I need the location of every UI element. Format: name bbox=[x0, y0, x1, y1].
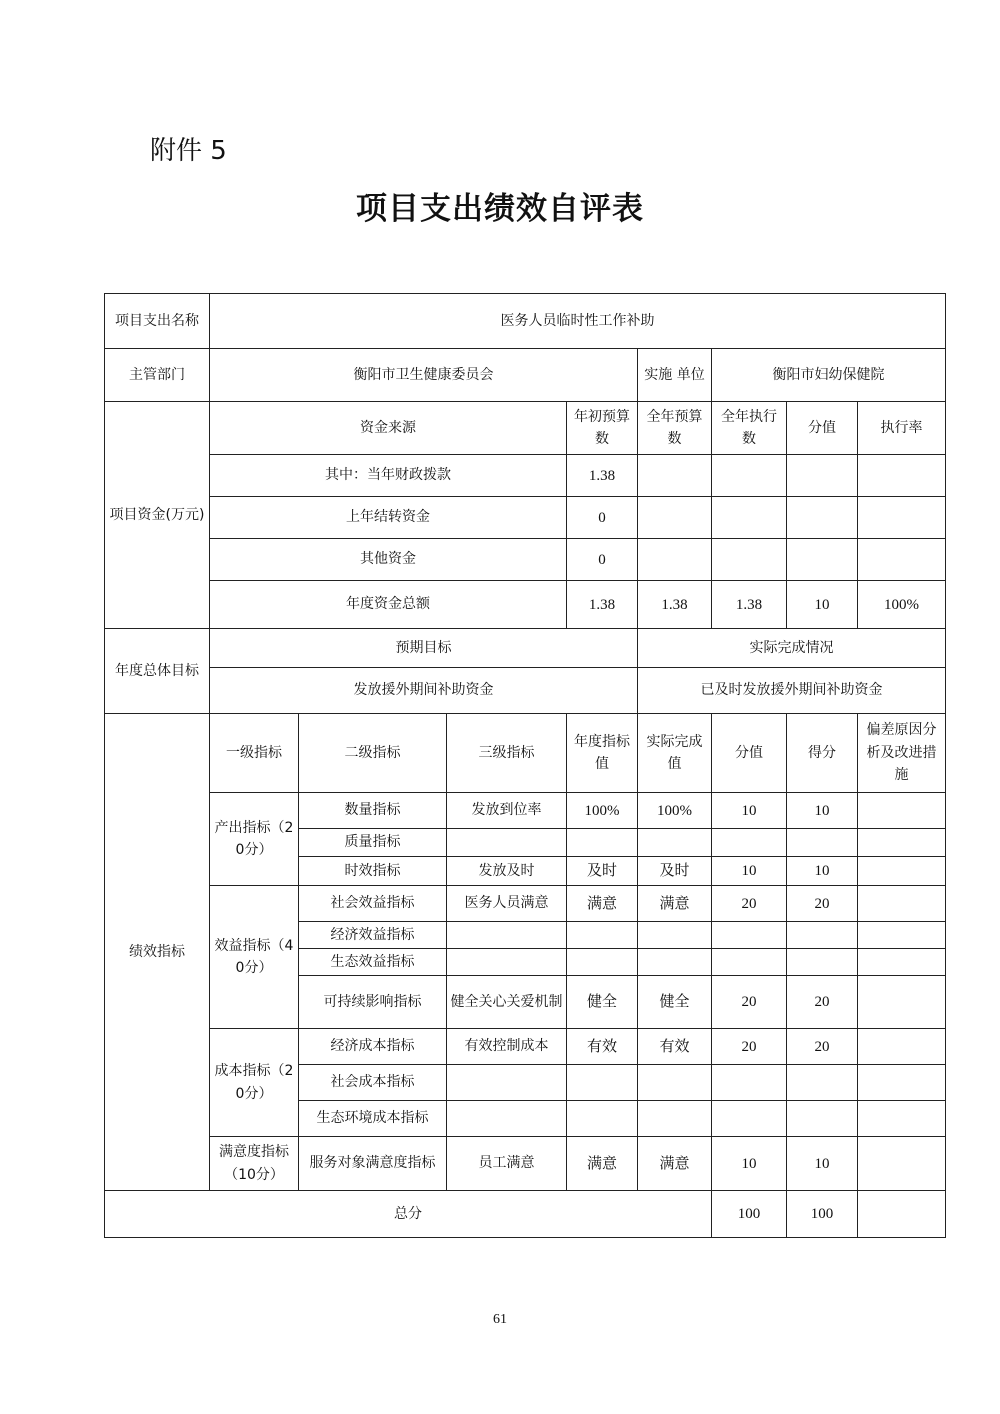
score-value: 10 bbox=[712, 1137, 787, 1191]
level1-indicator: 满意度指标（10分） bbox=[210, 1137, 299, 1191]
indicators-header: 分值 bbox=[712, 714, 787, 793]
funds-header-score-value: 分值 bbox=[787, 402, 858, 455]
deviation-note bbox=[858, 976, 946, 1029]
score: 10 bbox=[787, 857, 858, 886]
funds-header-executed: 全年执行数 bbox=[712, 402, 787, 455]
level3-indicator bbox=[447, 949, 567, 976]
funds-source: 其中：当年财政拨款 bbox=[210, 455, 567, 497]
target-value: 满意 bbox=[567, 886, 638, 922]
target-value bbox=[567, 829, 638, 857]
level1-indicator: 产出指标（20分） bbox=[210, 793, 299, 886]
level3-indicator bbox=[447, 1101, 567, 1137]
target-value bbox=[567, 922, 638, 949]
score-value bbox=[712, 922, 787, 949]
funds-initial: 1.38 bbox=[567, 581, 638, 629]
level2-indicator: 质量指标 bbox=[299, 829, 447, 857]
indicators-header: 二级指标 bbox=[299, 714, 447, 793]
funds-executed: 1.38 bbox=[712, 581, 787, 629]
level3-indicator: 发放到位率 bbox=[447, 793, 567, 829]
total-score: 100 bbox=[787, 1191, 858, 1238]
performance-table bbox=[104, 293, 946, 1238]
funds-source: 其他资金 bbox=[210, 539, 567, 581]
total-row bbox=[105, 1191, 946, 1238]
funds-rate bbox=[858, 455, 946, 497]
score-value bbox=[712, 1065, 787, 1101]
target-value bbox=[567, 1065, 638, 1101]
score: 10 bbox=[787, 1137, 858, 1191]
goals-header-row bbox=[105, 629, 946, 668]
level2-indicator: 经济效益指标 bbox=[299, 922, 447, 949]
actual-value: 有效 bbox=[638, 1029, 712, 1065]
funds-score-value bbox=[787, 497, 858, 539]
score: 20 bbox=[787, 976, 858, 1029]
funds-budget bbox=[638, 497, 712, 539]
funds-score-value bbox=[787, 455, 858, 497]
attachment-label: 附件 5 bbox=[150, 136, 227, 166]
level1-indicator: 成本指标（20分） bbox=[210, 1029, 299, 1137]
target-value bbox=[567, 949, 638, 976]
indicators-header-row bbox=[105, 714, 946, 793]
department-row bbox=[105, 349, 946, 402]
funds-row bbox=[105, 455, 946, 497]
funds-executed bbox=[712, 539, 787, 581]
level2-indicator: 经济成本指标 bbox=[299, 1029, 447, 1065]
deviation-note bbox=[858, 857, 946, 886]
level3-indicator: 发放及时 bbox=[447, 857, 567, 886]
funds-header-rate: 执行率 bbox=[858, 402, 946, 455]
level3-indicator bbox=[447, 1065, 567, 1101]
level2-indicator: 生态效益指标 bbox=[299, 949, 447, 976]
indicator-row bbox=[105, 1137, 946, 1191]
score-value bbox=[712, 1101, 787, 1137]
target-value: 100% bbox=[567, 793, 638, 829]
indicators-header: 年度指标值 bbox=[567, 714, 638, 793]
total-note bbox=[858, 1191, 946, 1238]
funds-initial: 1.38 bbox=[567, 455, 638, 497]
department-value: 衡阳市卫生健康委员会 bbox=[210, 349, 638, 402]
funds-score-value bbox=[787, 539, 858, 581]
deviation-note bbox=[858, 1065, 946, 1101]
deviation-note bbox=[858, 793, 946, 829]
level3-indicator bbox=[447, 829, 567, 857]
target-value: 及时 bbox=[567, 857, 638, 886]
goals-expected-header: 预期目标 bbox=[210, 629, 638, 668]
score-value: 20 bbox=[712, 1029, 787, 1065]
score-value bbox=[712, 949, 787, 976]
page-number: 61 bbox=[493, 1312, 507, 1327]
deviation-note bbox=[858, 829, 946, 857]
indicators-header: 得分 bbox=[787, 714, 858, 793]
deviation-note bbox=[858, 922, 946, 949]
funds-initial: 0 bbox=[567, 497, 638, 539]
indicators-header: 实际完成值 bbox=[638, 714, 712, 793]
actual-value: 100% bbox=[638, 793, 712, 829]
indicators-header: 三级指标 bbox=[447, 714, 567, 793]
total-label: 总分 bbox=[105, 1191, 712, 1238]
funds-executed bbox=[712, 497, 787, 539]
funds-budget bbox=[638, 539, 712, 581]
actual-value: 健全 bbox=[638, 976, 712, 1029]
level2-indicator: 可持续影响指标 bbox=[299, 976, 447, 1029]
target-value: 满意 bbox=[567, 1137, 638, 1191]
goals-expected: 发放援外期间补助资金 bbox=[210, 668, 638, 714]
project-name-row bbox=[105, 294, 946, 349]
goals-label: 年度总体目标 bbox=[105, 629, 210, 714]
goals-actual: 已及时发放援外期间补助资金 bbox=[638, 668, 946, 714]
indicators-header: 一级指标 bbox=[210, 714, 299, 793]
level2-indicator: 服务对象满意度指标 bbox=[299, 1137, 447, 1191]
indicators-header: 偏差原因分析及改进措施 bbox=[858, 714, 946, 793]
actual-value bbox=[638, 1065, 712, 1101]
funds-budget: 1.38 bbox=[638, 581, 712, 629]
implementing-unit-value: 衡阳市妇幼保健院 bbox=[712, 349, 946, 402]
level3-indicator: 医务人员满意 bbox=[447, 886, 567, 922]
funds-initial: 0 bbox=[567, 539, 638, 581]
funds-source: 上年结转资金 bbox=[210, 497, 567, 539]
funds-total-row bbox=[105, 581, 946, 629]
level2-indicator: 社会成本指标 bbox=[299, 1065, 447, 1101]
actual-value bbox=[638, 949, 712, 976]
implementing-unit-label: 实施 单位 bbox=[638, 349, 712, 402]
goals-row bbox=[105, 668, 946, 714]
score: 20 bbox=[787, 886, 858, 922]
score-value: 10 bbox=[712, 793, 787, 829]
score: 20 bbox=[787, 1029, 858, 1065]
document-title: 项目支出绩效自评表 bbox=[356, 191, 644, 227]
target-value: 健全 bbox=[567, 976, 638, 1029]
level1-indicator: 效益指标（40分） bbox=[210, 886, 299, 1029]
score bbox=[787, 1065, 858, 1101]
project-name-label: 项目支出名称 bbox=[105, 294, 210, 349]
funds-budget bbox=[638, 455, 712, 497]
level3-indicator: 有效控制成本 bbox=[447, 1029, 567, 1065]
funds-header-budget: 全年预算数 bbox=[638, 402, 712, 455]
funds-rate bbox=[858, 497, 946, 539]
level2-indicator: 数量指标 bbox=[299, 793, 447, 829]
target-value bbox=[567, 1101, 638, 1137]
funds-executed bbox=[712, 455, 787, 497]
score bbox=[787, 949, 858, 976]
funds-row bbox=[105, 539, 946, 581]
level2-indicator: 生态环境成本指标 bbox=[299, 1101, 447, 1137]
funds-rate: 100% bbox=[858, 581, 946, 629]
level3-indicator bbox=[447, 922, 567, 949]
score bbox=[787, 1101, 858, 1137]
level3-indicator: 健全关心关爱机制 bbox=[447, 976, 567, 1029]
score bbox=[787, 922, 858, 949]
score-value: 20 bbox=[712, 886, 787, 922]
deviation-note bbox=[858, 886, 946, 922]
actual-value: 满意 bbox=[638, 1137, 712, 1191]
actual-value bbox=[638, 829, 712, 857]
deviation-note bbox=[858, 1101, 946, 1137]
funds-label: 项目资金(万元) bbox=[105, 402, 210, 629]
score: 10 bbox=[787, 793, 858, 829]
indicators-label: 绩效指标 bbox=[105, 714, 210, 1191]
department-label: 主管部门 bbox=[105, 349, 210, 402]
total-value: 100 bbox=[712, 1191, 787, 1238]
score bbox=[787, 829, 858, 857]
funds-header-row bbox=[105, 402, 946, 455]
actual-value: 满意 bbox=[638, 886, 712, 922]
level2-indicator: 时效指标 bbox=[299, 857, 447, 886]
actual-value bbox=[638, 1101, 712, 1137]
indicator-row bbox=[105, 1029, 946, 1065]
deviation-note bbox=[858, 1137, 946, 1191]
funds-header-source: 资金来源 bbox=[210, 402, 567, 455]
funds-row bbox=[105, 497, 946, 539]
goals-actual-header: 实际完成情况 bbox=[638, 629, 946, 668]
indicator-row bbox=[105, 793, 946, 829]
funds-source: 年度资金总额 bbox=[210, 581, 567, 629]
funds-header-initial: 年初预算数 bbox=[567, 402, 638, 455]
actual-value: 及时 bbox=[638, 857, 712, 886]
score-value: 20 bbox=[712, 976, 787, 1029]
level3-indicator: 员工满意 bbox=[447, 1137, 567, 1191]
score-value bbox=[712, 829, 787, 857]
actual-value bbox=[638, 922, 712, 949]
level2-indicator: 社会效益指标 bbox=[299, 886, 447, 922]
funds-score-value: 10 bbox=[787, 581, 858, 629]
funds-rate bbox=[858, 539, 946, 581]
project-name: 医务人员临时性工作补助 bbox=[210, 294, 946, 349]
deviation-note bbox=[858, 1029, 946, 1065]
deviation-note bbox=[858, 949, 946, 976]
indicator-row bbox=[105, 886, 946, 922]
target-value: 有效 bbox=[567, 1029, 638, 1065]
score-value: 10 bbox=[712, 857, 787, 886]
